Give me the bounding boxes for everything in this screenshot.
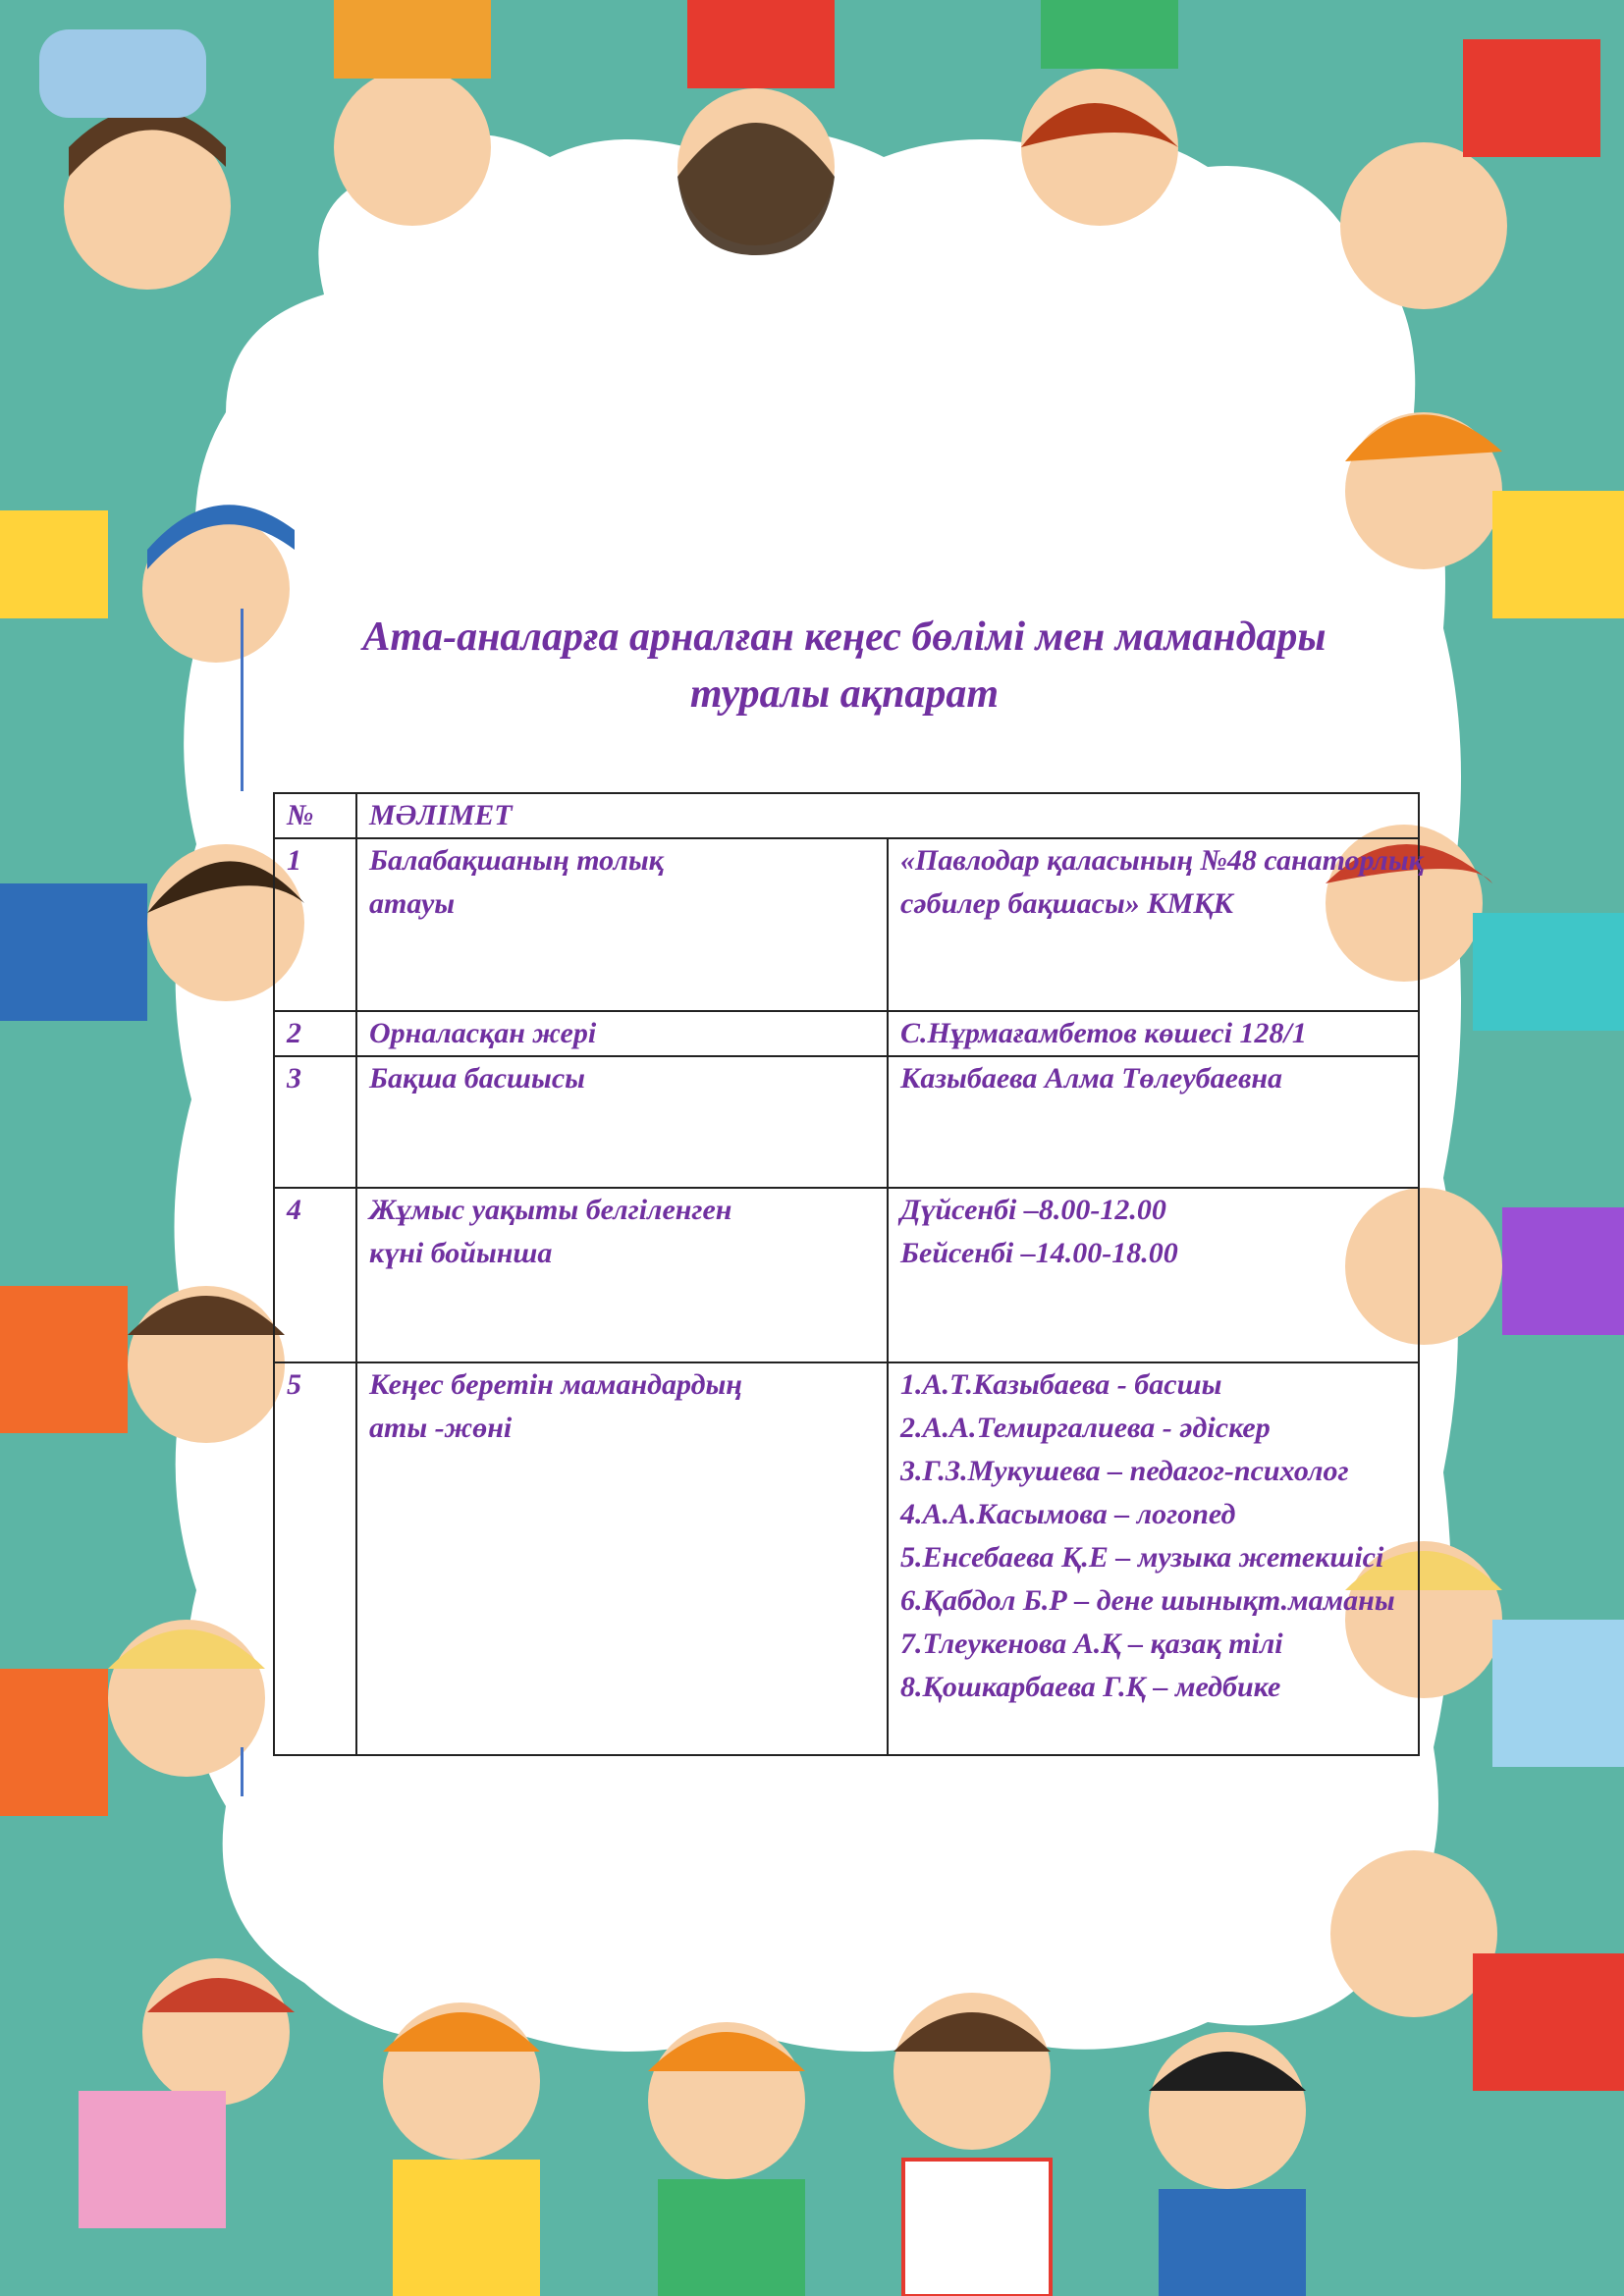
page-title [295,609,1394,722]
info-table [273,792,1424,1756]
row-num: 3 [274,1056,356,1188]
label-line: Балабақшаның толық [369,844,664,877]
row-value [888,838,1424,1011]
specialist-item: 7.Тлеукенова А.Қ – қазақ тілі [900,1628,1283,1660]
label-line: атауы [369,887,456,920]
title-line-2: туралы ақпарат [689,671,1000,717]
specialist-item: 1.А.Т.Казыбаева - басшы [900,1368,1222,1401]
specialist-item: 3.Г.З.Мукушева – педагог-психолог [900,1455,1349,1487]
row-label [356,838,888,1011]
row-num: 2 [274,1011,356,1056]
value-line: С.Нұрмағамбетов көшесі 128/1 [900,1017,1307,1049]
table-row [274,1056,1419,1188]
value-line: «Павлодар қаласының №48 санаторлық [900,844,1424,877]
table-row [274,1362,1419,1755]
value-line: Казыбаева Алма Төлеубаевна [900,1062,1283,1095]
left-accent-line [241,609,244,791]
label-line: Орналасқан жері [369,1017,597,1049]
row-value [888,1362,1419,1755]
table-row [274,1188,1419,1362]
header-num: № [274,793,356,838]
row-num: 4 [274,1188,356,1362]
row-label [356,1188,888,1362]
label-line: аты -жөні [369,1412,513,1444]
row-value [888,1056,1419,1188]
row-num: 5 [274,1362,356,1755]
title-line-1: Ата-аналарға арналған кеңес бөлімі мен мамандары [362,614,1326,660]
header-info: МӘЛІМЕТ [356,793,1419,838]
row-num: 1 [274,838,356,1011]
row-value [888,1011,1419,1056]
value-line: сәбилер бақшасы» КМҚК [900,887,1234,920]
left-accent-line-lower [241,1747,244,1796]
label-line: күні бойынша [369,1237,553,1269]
row-label [356,1056,888,1188]
specialist-item: 8.Қошкарбаева Г.Қ – медбике [900,1671,1281,1703]
value-line: Бейсенбі –14.00-18.00 [900,1237,1178,1269]
label-line: Бақша басшысы [369,1062,585,1095]
specialist-item: 5.Енсебаева Қ.Е – музыка жетекшісі [900,1541,1384,1574]
specialist-item: 6.Қабдол Б.Р – дене шынықт.маманы [900,1584,1395,1617]
specialist-item: 2.А.А.Темиргалиева - әдіскер [900,1412,1271,1444]
label-line: Кеңес беретін мамандардың [369,1368,742,1401]
row-label [356,1362,888,1755]
label-line: Жұмыс уақыты белгіленген [369,1194,732,1226]
specialist-item: 4.А.А.Касымова – логопед [900,1498,1236,1530]
row-value [888,1188,1419,1362]
table-row [274,838,1419,1011]
row-label [356,1011,888,1056]
value-line: Дүйсенбі –8.00-12.00 [900,1194,1166,1226]
table-header-row [274,793,1419,838]
table-row [274,1011,1419,1056]
